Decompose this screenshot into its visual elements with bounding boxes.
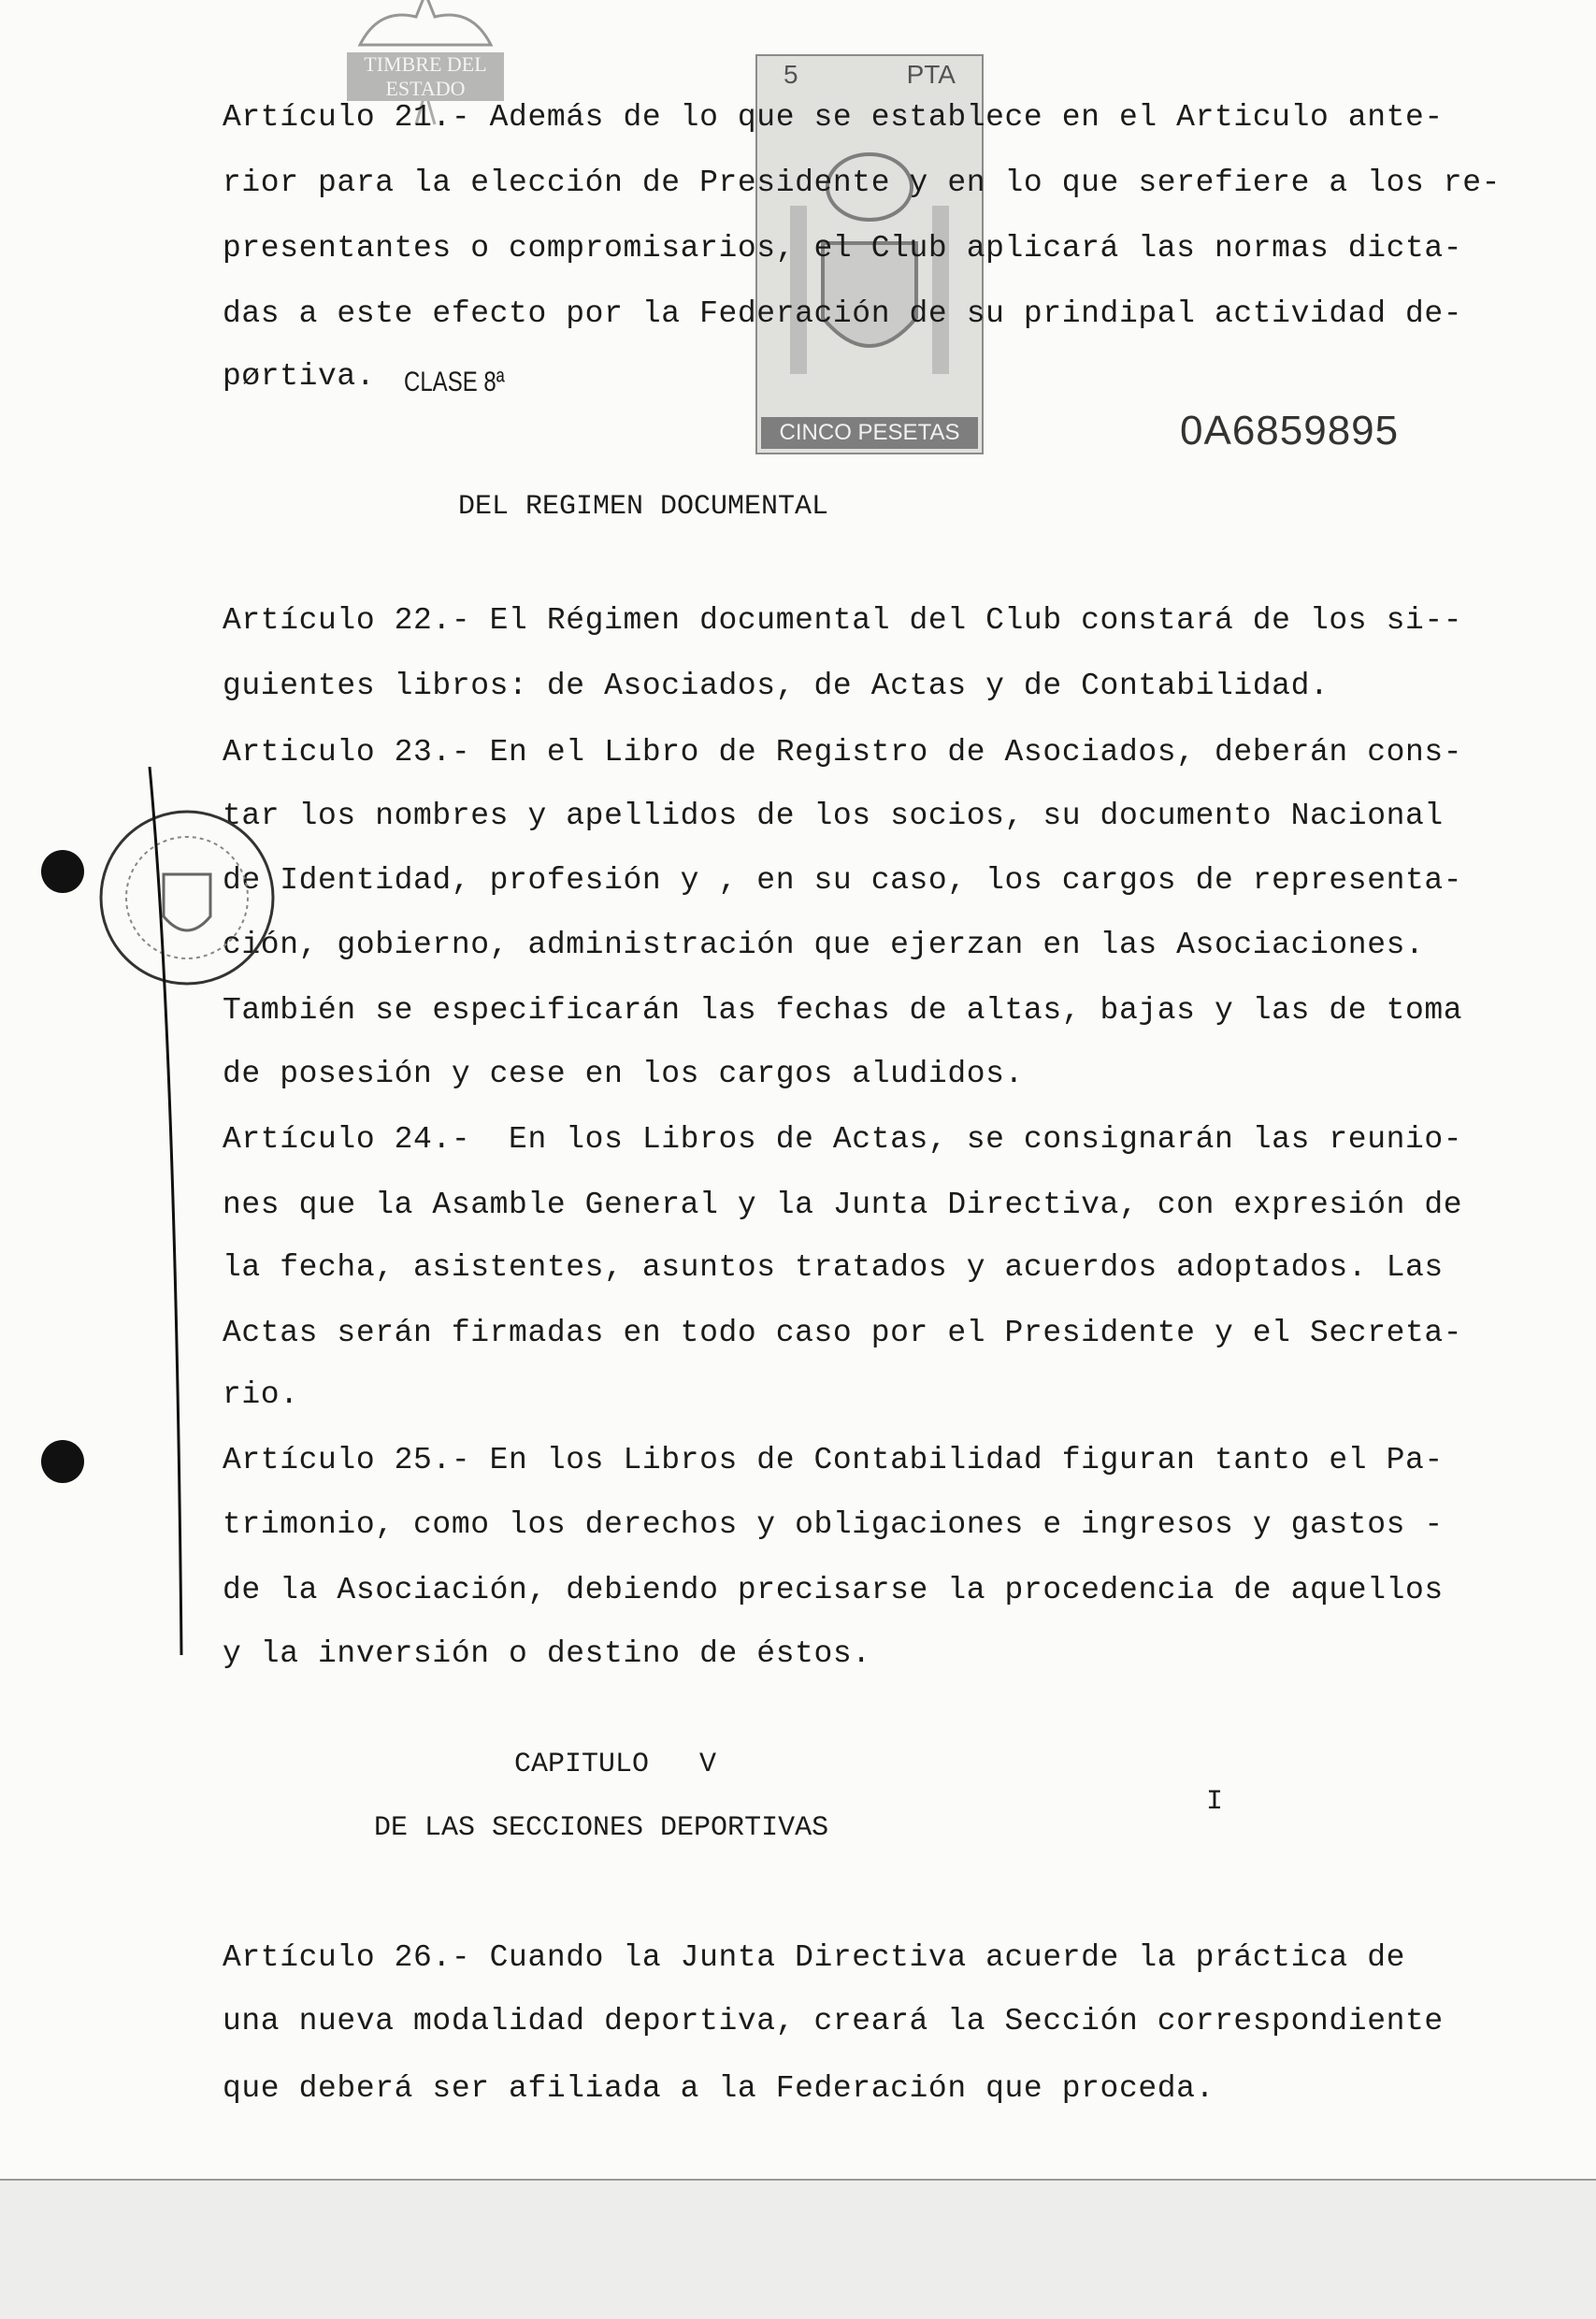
art21-line: presentantes o compromisarios, el Club aplicará las normas dicta- <box>223 231 1463 266</box>
article-line: También se especificarán las fechas de altas, bajas y las de toma <box>223 993 1463 1028</box>
art26-line: una nueva modalidad deportiva, creará la Sección correspondiente <box>223 2004 1444 2038</box>
art21-line: Artículo 21.- Además de lo que se establece en el Articulo ante- <box>223 100 1444 135</box>
chapter-number: CAPITULO V <box>514 1749 717 1780</box>
article-line: y la inversión o destino de éstos. <box>223 1636 871 1671</box>
art21-line: das a este efecto por la Federación de su prindipal actividad de- <box>223 296 1463 331</box>
article-line: guientes libros: de Asociados, de Actas y de Contabilidad. <box>223 669 1330 703</box>
article-line: la fecha, asistentes, asuntos tratados y acuerdos adoptados. Las <box>223 1250 1444 1285</box>
punch-hole <box>41 850 84 893</box>
scan-bottom-edge <box>0 2179 1596 2319</box>
stamp-serial: 0A6859895 <box>1180 408 1400 454</box>
stamp-class-label: CLASE 8ª <box>404 367 505 397</box>
article-line: nes que la Asamble General y la Junta Directiva, con expresión de <box>223 1188 1463 1222</box>
section-heading: DEL REGIMEN DOCUMENTAL <box>458 491 829 523</box>
article-line: Artículo 24.- En los Libros de Actas, se consignarán las reunio- <box>223 1122 1463 1157</box>
article-line: rio. <box>223 1377 299 1412</box>
margin-line <box>148 767 185 1655</box>
stamp-value-text: CINCO PESETAS <box>761 417 978 449</box>
article-line: de Identidad, profesión y , en su caso, los cargos de representa- <box>223 863 1463 898</box>
punch-hole <box>41 1440 84 1483</box>
art26-line: que deberá ser afiliada a la Federación que proceda. <box>223 2071 1215 2106</box>
article-line: Artículo 22.- El Régimen documental del Club constará de los si-- <box>223 603 1463 638</box>
art21-line: rior para la elección de Presidente y en lo que serefiere a los re- <box>223 166 1502 200</box>
article-line: Artículo 25.- En los Libros de Contabilidad figuran tanto el Pa- <box>223 1443 1444 1477</box>
stamp-unit: PTA <box>906 60 956 89</box>
seal-icon <box>75 785 299 1010</box>
chapter-title: DE LAS SECCIONES DEPORTIVAS <box>374 1812 829 1844</box>
article-line: tar los nombres y apellidos de los socios, su documento Nacional <box>223 799 1444 833</box>
margin-mark: I <box>1206 1786 1224 1818</box>
timbre-label: TIMBRE DEL ESTADO <box>347 52 504 101</box>
art26-line: Artículo 26.- Cuando la Junta Directiva acuerde la práctica de <box>223 1940 1405 1975</box>
art21-line: pørtiva. <box>223 359 376 394</box>
article-line: trimonio, como los derechos y obligaciones e ingresos y gastos - <box>223 1507 1444 1542</box>
club-seal <box>75 785 299 1010</box>
article-line: ción, gobierno, administración que ejerzan en las Asociaciones. <box>223 928 1425 962</box>
article-line: de la Asociación, debiendo precisarse la procedencia de aquellos <box>223 1573 1444 1607</box>
article-line: de posesión y cese en los cargos aludidos. <box>223 1057 1024 1091</box>
article-line: Articulo 23.- En el Libro de Registro de Asociados, deberán cons- <box>223 735 1463 770</box>
article-line: Actas serán firmadas en todo caso por el Presidente y el Secreta- <box>223 1316 1463 1350</box>
stamp-value: 5 <box>784 60 798 89</box>
